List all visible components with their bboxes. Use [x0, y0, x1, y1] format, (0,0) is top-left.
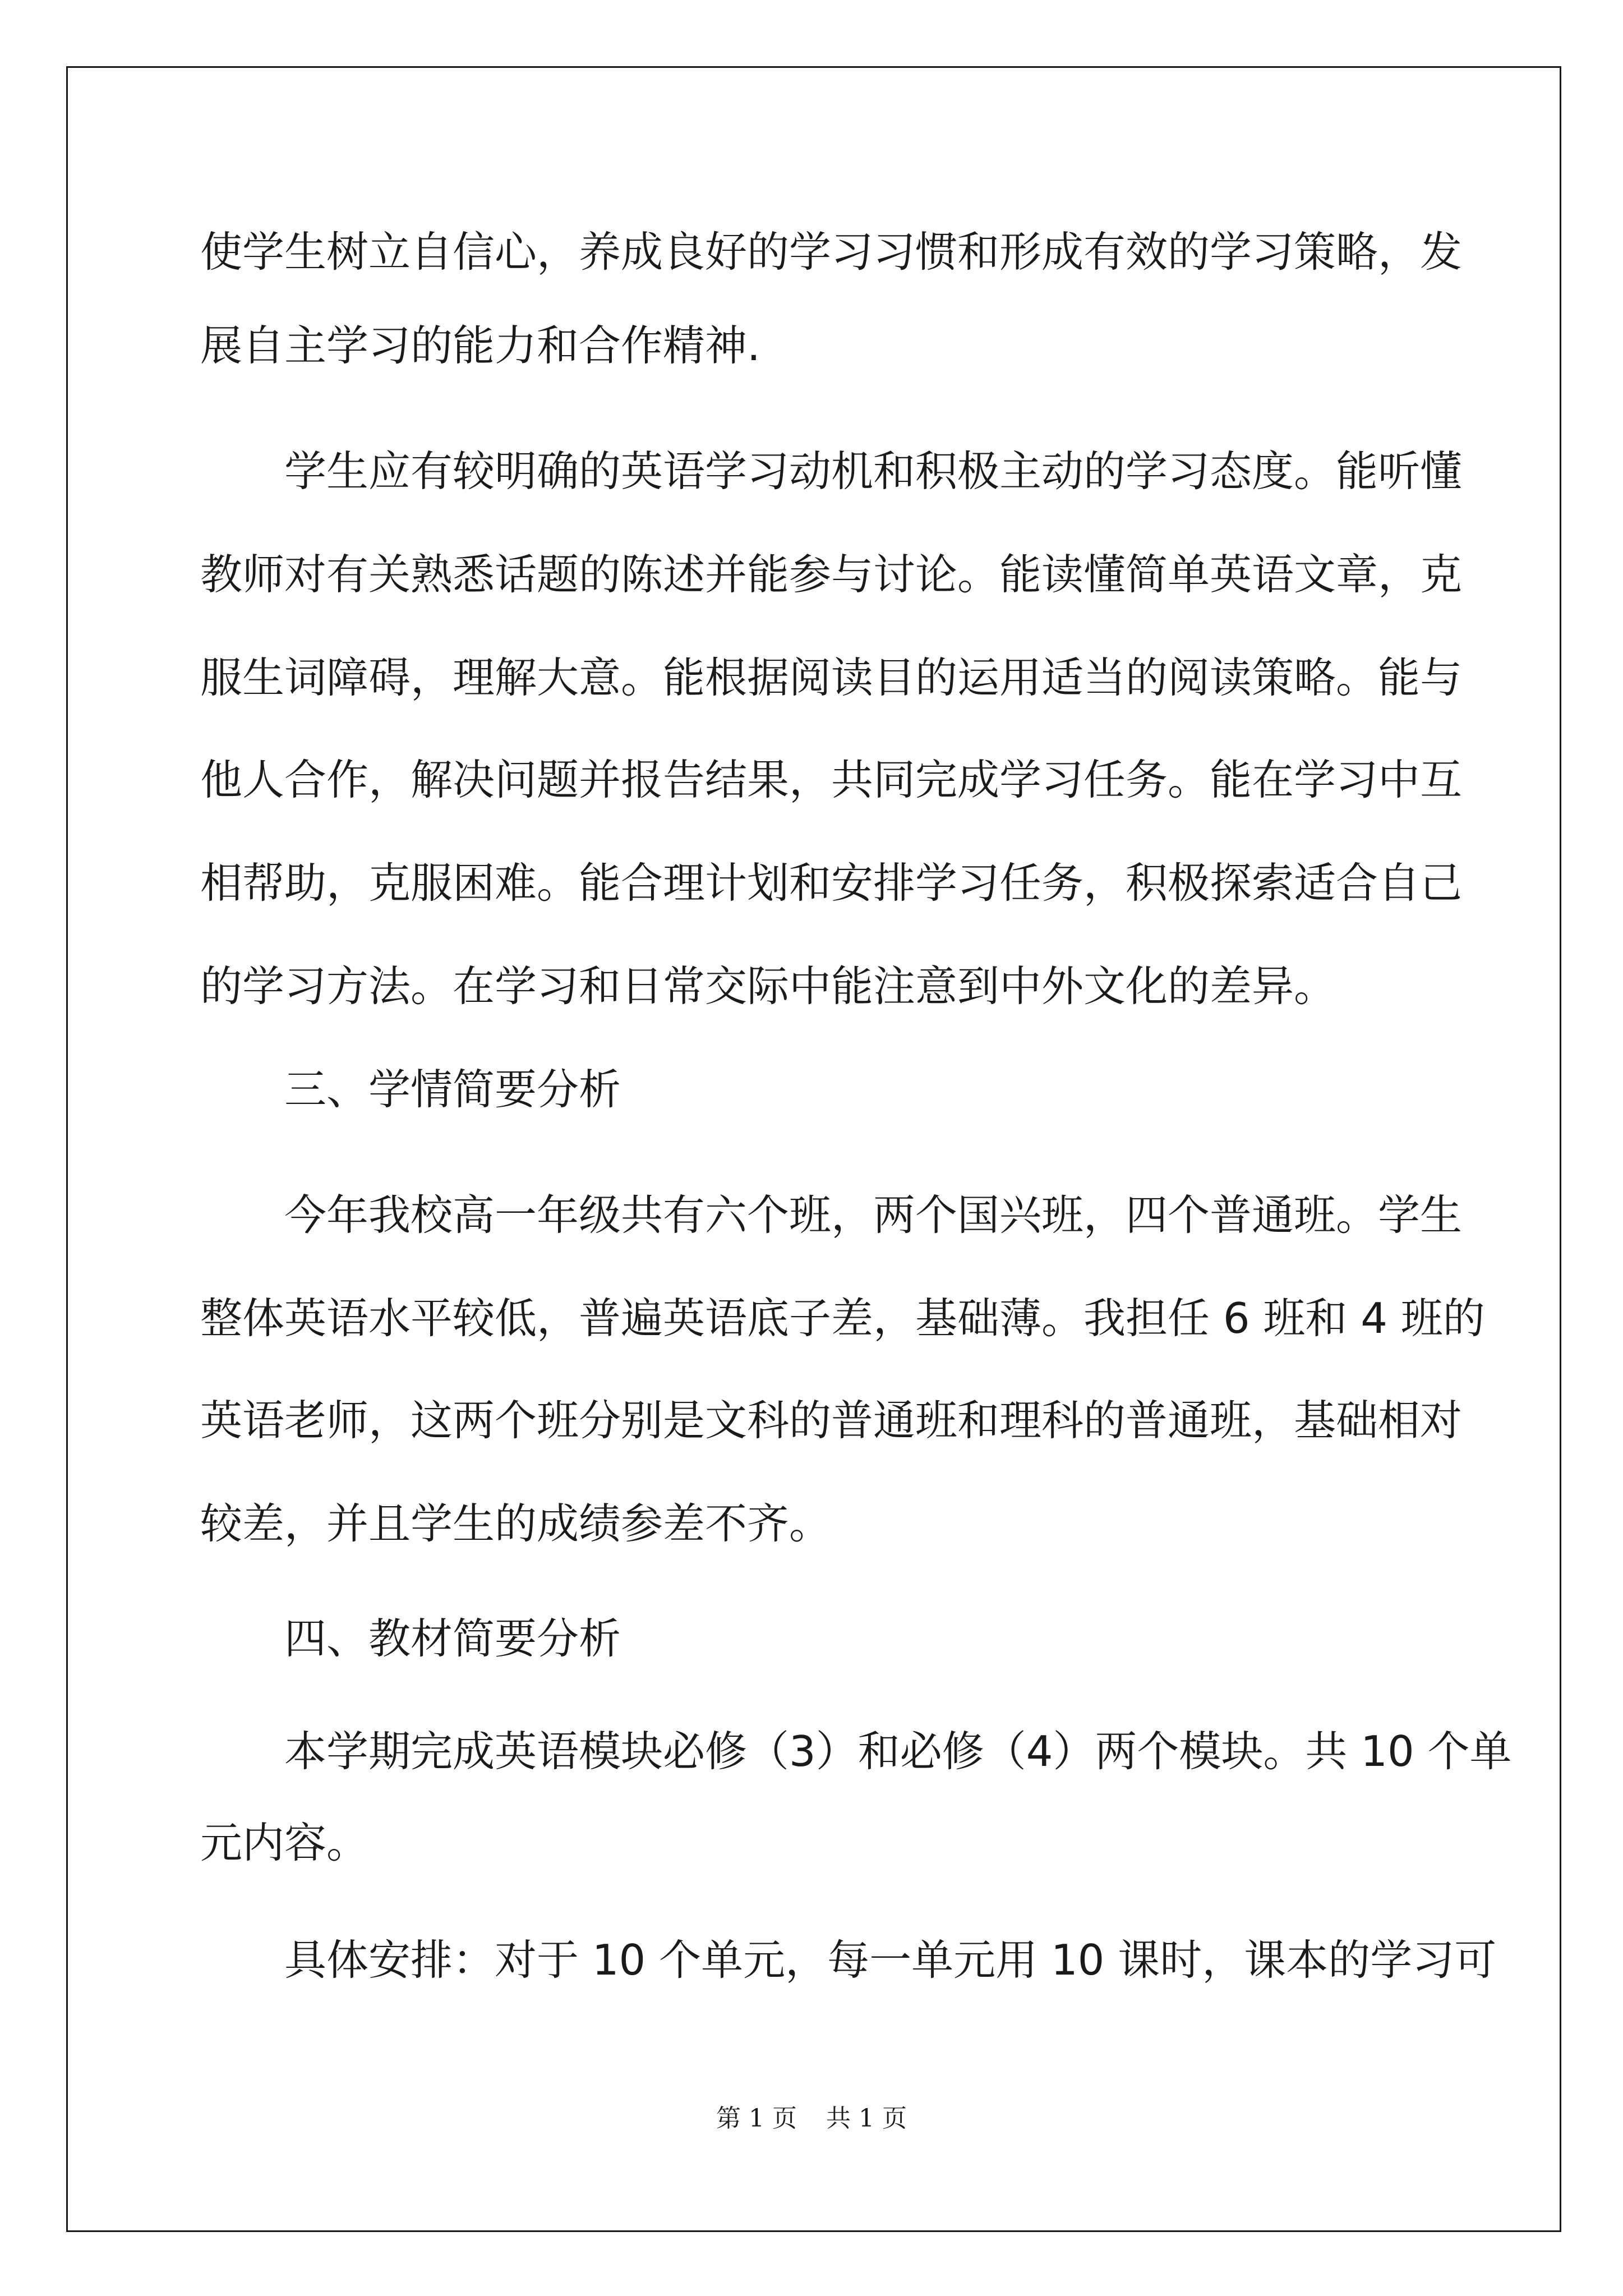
section-heading: 三、学情简要分析 — [284, 1065, 621, 1114]
text-line: 元内容。 — [200, 1818, 369, 1867]
text-line: 服生词障碍，理解大意。能根据阅读目的运用适当的阅读策略。能与 — [200, 653, 1463, 702]
text-line: 展自主学习的能力和合作精神. — [200, 321, 760, 370]
text-line: 具体安排：对于 10 个单元，每一单元用 10 课时，课本的学习可 — [284, 1935, 1497, 1985]
text-line: 今年我校高一年级共有六个班，两个国兴班，四个普通班。学生 — [284, 1190, 1463, 1240]
page-border — [66, 66, 1561, 2232]
section-heading: 四、教材简要分析 — [284, 1614, 621, 1663]
text-line: 较差，并且学生的成绩参差不齐。 — [200, 1499, 832, 1548]
text-line: 教师对有关熟悉话题的陈述并能参与讨论。能读懂简单英语文章，克 — [200, 550, 1463, 599]
text-line: 本学期完成英语模块必修（3）和必修（4）两个模块。共 10 个单 — [284, 1727, 1512, 1776]
page-number: 第 1 页 — [716, 2104, 797, 2133]
page-footer — [0, 2098, 1623, 2134]
text-line: 英语老师，这两个班分别是文科的普通班和理科的普通班，基础相对 — [200, 1396, 1463, 1445]
text-line: 整体英语水平较低，普遍英语底子差，基础薄。我担任 6 班和 4 班的 — [200, 1294, 1485, 1343]
text-line: 使学生树立自信心，养成良好的学习习惯和形成有效的学习策略，发 — [200, 227, 1463, 277]
text-line: 的学习方法。在学习和日常交际中能注意到中外文化的差异。 — [200, 961, 1336, 1011]
page-total: 共 1 页 — [826, 2104, 907, 2133]
text-line: 学生应有较明确的英语学习动机和积极主动的学习态度。能听懂 — [284, 447, 1463, 496]
text-line: 相帮助，克服困难。能合理计划和安排学习任务，积极探索适合自己 — [200, 858, 1463, 908]
text-line: 他人合作，解决问题并报告结果，共同完成学习任务。能在学习中互 — [200, 755, 1463, 804]
